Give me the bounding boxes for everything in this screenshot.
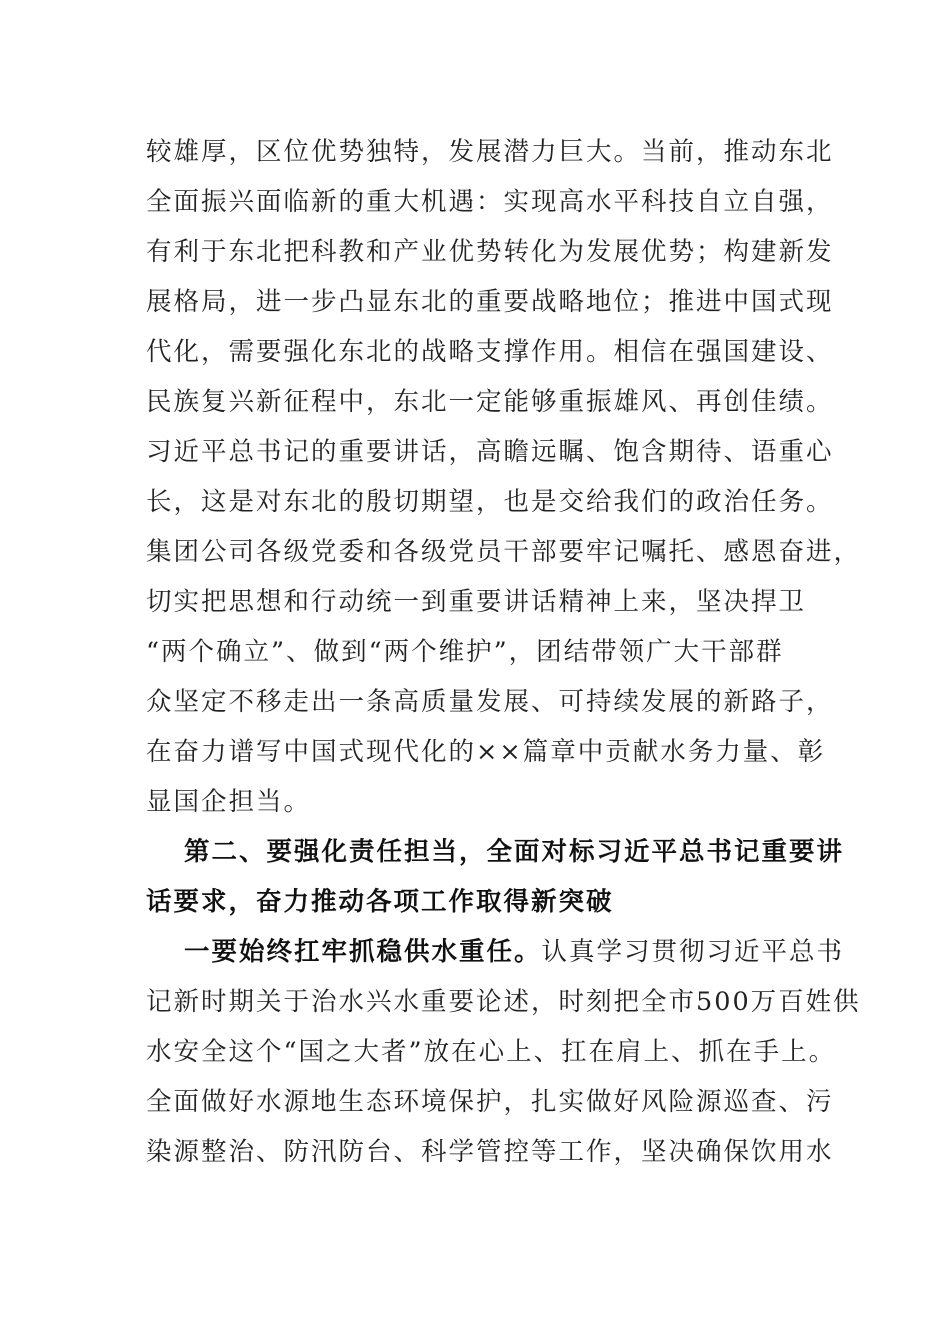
paragraph-line: 切实把思想和行动统一到重要讲话精神上来，坚决捍卫 <box>146 587 807 617</box>
paragraph-line: 记新时期关于治水兴水重要论述，时刻把全市500万百姓供 <box>146 987 861 1017</box>
paragraph-line: 集团公司各级党委和各级党员干部要牢记嘱托、感恩奋进， <box>146 537 862 567</box>
paragraph-line: 染源整治、防汛防台、科学管控等工作，坚决确保饮用水 <box>146 1137 834 1167</box>
paragraph-line: 展格局，进一步凸显东北的重要战略地位；推进中国式现 <box>146 287 834 317</box>
paragraph-text: 认真学习贯彻习近平总书 <box>541 937 845 967</box>
paragraph-line: 众坚定不移走出一条高质量发展、可持续发展的新路子， <box>146 687 834 717</box>
paragraph-line: 全面振兴面临新的重大机遇：实现高水平科技自立自强， <box>146 187 834 217</box>
paragraph-line: “两个确立”、做到“两个维护”，团结带领广大干部群 <box>146 637 784 667</box>
paragraph-line: 有利于东北把科教和产业优势转化为发展优势；构建新发 <box>146 237 834 267</box>
paragraph-lead-text: 一要始终扛牢抓稳供水重任。 <box>184 937 542 967</box>
paragraph-line: 在奋力谱写中国式现代化的××篇章中贡献水务力量、彰 <box>146 737 826 767</box>
paragraph-line: 较雄厚，区位优势独特，发展潜力巨大。当前，推动东北 <box>146 137 834 167</box>
paragraph-line: 长，这是对东北的殷切期望，也是交给我们的政治任务。 <box>146 487 834 517</box>
paragraph-line: 显国企担当。 <box>146 787 312 817</box>
paragraph-line: 民族复兴新征程中，东北一定能够重振雄风、再创佳绩。 <box>146 387 834 417</box>
paragraph-line: 习近平总书记的重要讲话，高瞻远瞩、饱含期待、语重心 <box>146 437 834 467</box>
paragraph-line: 代化，需要强化东北的战略支撑作用。相信在强国建设、 <box>146 337 834 367</box>
section-heading-line: 第二、要强化责任担当，全面对标习近平总书记重要讲 <box>184 837 845 867</box>
section-heading-line: 话要求，奋力推动各项工作取得新突破 <box>146 887 614 917</box>
paragraph-line: 水安全这个“国之大者”放在心上、扛在肩上、抓在手上。 <box>146 1037 837 1067</box>
paragraph-first-line <box>184 927 844 977</box>
paragraph-line: 全面做好水源地生态环境保护，扎实做好风险源巡查、污 <box>146 1087 834 1117</box>
